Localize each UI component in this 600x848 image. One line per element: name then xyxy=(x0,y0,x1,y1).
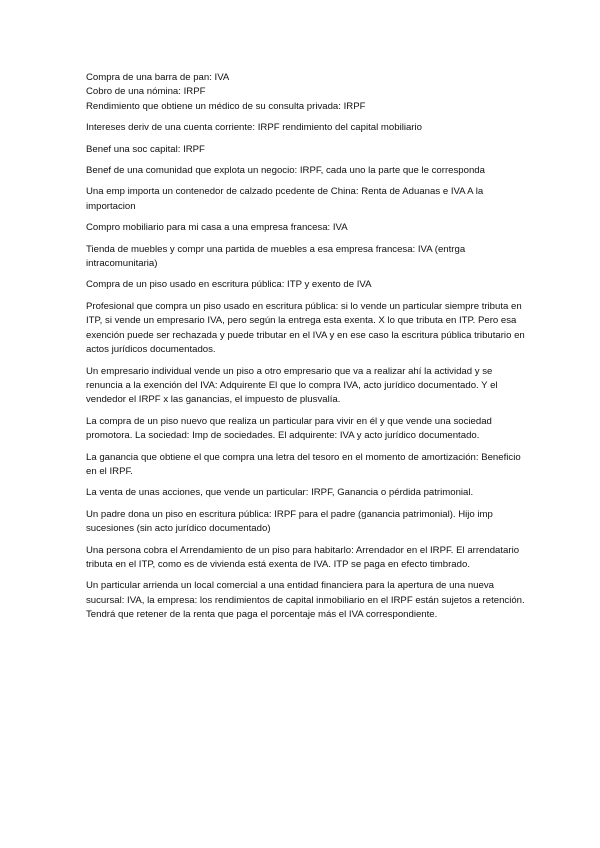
paragraph-local-comercial: Un particular arrienda un local comercial a una entidad financiera para la apertura de una nueva sucursal: IVA, la empresa: los rendimientos de capital inmobiliario en el IRPF están sujetos a retención. Tendrá que retener de la renta que paga el porcentaje más el IVA correspondiente. xyxy=(86,580,525,621)
paragraph-comunidad: Benef de una comunidad que explota un negocio: IRPF, cada uno la parte que le corresponda xyxy=(86,165,485,177)
paragraph-donacion: Un padre dona un piso en escritura pública: IRPF para el padre (ganancia patrimonial). Hijo imp sucesiones (sin acto jurídico documentado) xyxy=(86,508,493,535)
paragraph-arrendamiento-piso: Una persona cobra el Arrendamiento de un piso para habitarlo: Arrendador en el IRPF. El arrendatario tributa en el ITP, como es de vivienda está exenta de IVA. ITP se paga en efecto timbrado. xyxy=(86,544,520,570)
paragraph-empresario-individual: Un empresario individual vende un piso a otro empresario que va a realizar ahí la actividad y se renuncia a la exención del IVA: Adquirente El que lo compra IVA, acto jurídico documentado. Y el vendedor el IRPF x las ganancias, el impuesto de plusvalía. xyxy=(86,365,498,406)
paragraph-venta-acciones: La venta de unas acciones, que vende un particular: IRPF, Ganancia o pérdida patrimonial. xyxy=(86,487,474,499)
paragraph-piso-nuevo: La compra de un piso nuevo que realiza un particular para vivir en él y que vende una sociedad promotora. La sociedad: Imp de sociedades. El adquirente: IVA y acto jurídico documentado. xyxy=(86,415,492,442)
paragraph-nomina: Cobro de una nómina: IRPF xyxy=(86,86,206,98)
paragraph-tienda-muebles: Tienda de muebles y compr una partida de muebles a esa empresa francesa: IVA (entrga intracomunitaria) xyxy=(86,243,466,270)
paragraph-intereses: Intereses deriv de una cuenta corriente: IRPF rendimiento del capital mobiliario xyxy=(86,122,422,134)
paragraph-letra-tesoro: La ganancia que obtiene el que compra una letra del tesoro en el momento de amortización: Beneficio en el IRPF. xyxy=(86,451,521,477)
paragraph-mobiliario: Compro mobiliario para mi casa a una empresa francesa: IVA xyxy=(86,222,348,234)
paragraph-barra-pan: Compra de una barra de pan: IVA xyxy=(86,72,230,83)
paragraph-importacion: Una emp importa un contenedor de calzado pcedente de China: Renta de Aduanas e IVA A la importacion xyxy=(86,186,484,212)
paragraph-piso-usado: Compra de un piso usado en escritura pública: ITP y exento de IVA xyxy=(86,279,372,291)
paragraph-medico: Rendimiento que obtiene un médico de su consulta privada: IRPF xyxy=(86,100,366,112)
paragraph-profesional: Profesional que compra un piso usado en escritura pública: si lo vende un particular siempre tributa en ITP, si vende un empresario IVA, pero según la entrega esta exenta. X lo que tributa en ITP. Pero esa exención puede ser rechazada y puede tributar en el IVA y en ese caso la escritura pública tributario en actos jurídicos documentados. xyxy=(86,300,525,356)
document-body xyxy=(86,71,526,630)
paragraph-soc-capital: Benef una soc capital: IRPF xyxy=(86,143,205,155)
